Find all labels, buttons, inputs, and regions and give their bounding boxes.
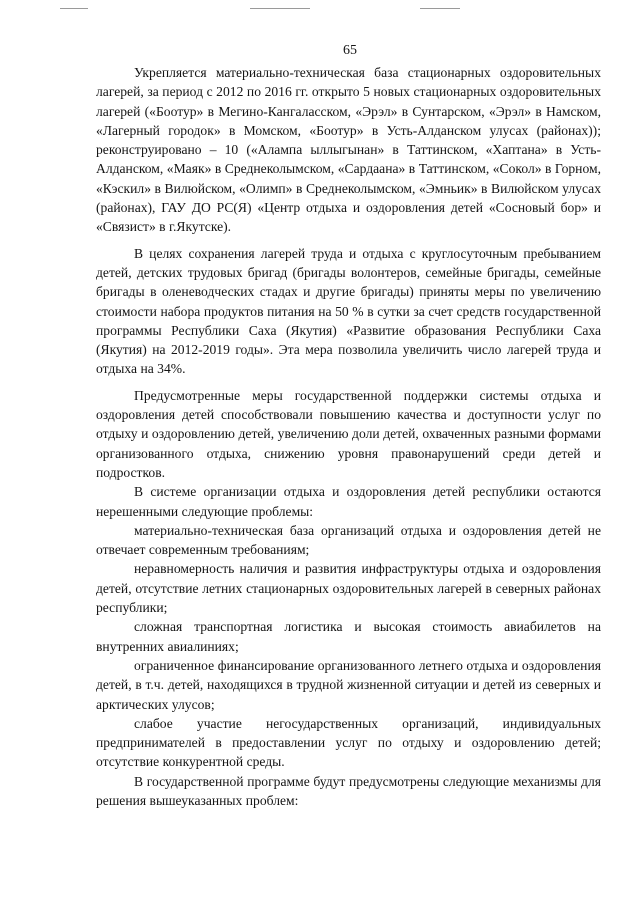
scan-edge-mark (420, 8, 460, 9)
page-number: 65 (343, 43, 357, 58)
paragraph-problems-intro: В системе организации отдыха и оздоровления детей республики остаются нерешенными следующие проблемы: (96, 484, 601, 519)
problem-item-private-participation: слабое участие негосударственных организаций, индивидуальных предпринимателей в предоставлении услуг по отдыху и оздоровлению детей; отсутствие конкурентной среды. (96, 715, 601, 770)
problem-item-infrastructure: неравномерность наличия и развития инфраструктуры отдыха и оздоровления детей, отсутствие летних стационарных оздоровительных лагерей в северных районах республики; (96, 561, 601, 616)
problem-item-material-base: материально-техническая база организаций отдыха и оздоровления детей не отвечает современным требованиям; (96, 522, 601, 558)
problem-item-financing: ограниченное финансирование организованного летнего отдыха и оздоровления детей, в т.ч. детей, находящихся в трудной жизненной ситуации и детей из северных и арктических улусов; (96, 657, 601, 712)
document-body (96, 63, 601, 810)
scan-edge-mark (60, 8, 88, 9)
paragraph-material-base: Укрепляется материально-техническая база стационарных оздоровительных лагерей, за период с 2012 по 2016 гг. открыто 5 новых стационарных оздоровительных лагерей («Боотур» в Мегино-Кангаласском, «Эрэл» в Сунтарском, «Эрэл» в Намском, «Лагерный городок» в Момском, «Боотур» в Усть-Алданском улусах (районах)); реконструировано – 10 («Алампа ыллыгынан» в Таттинском, «Хаптана» в Усть-Алданском, «Маяк» в Среднеколымском, «Сардаана» в Таттинском, «Сокол» в Горном, «Кэскил» в Вилюйском, «Олимп» в Среднеколымском, «Эмньик» в Вилюйском улусах (районах), ГАУ ДО РС(Я) «Центр отдыха и оздоровления детей «Сосновый бор» и «Связист» в г.Якутске). (96, 65, 601, 235)
paragraph-mechanisms: В государственной программе будут предусмотрены следующие механизмы для решения вышеуказанных проблем: (96, 773, 601, 808)
scan-edge-mark (250, 8, 310, 9)
problem-item-logistics: сложная транспортная логистика и высокая стоимость авиабилетов на внутренних авиалиниях; (96, 619, 601, 654)
paragraph-labor-camps: В целях сохранения лагерей труда и отдыха с круглосуточным пребыванием детей, детских трудовых бригад (бригады волонтеров, семейные бригады, семейные бригады в оленеводческих стадах и другие бригады) приняты меры по увеличению стоимости набора продуктов питания на 50 % в сутки за счет средств государственной программы Республики Саха (Якутия) «Развитие образования Республики Саха (Якутия) на 2012-2019 годы». Эта мера позволила увеличить число лагерей труда и отдыха на 34%. (96, 245, 601, 377)
paragraph-state-support: Предусмотренные меры государственной поддержки системы отдыха и оздоровления детей способствовали повышению качества и доступности услуг по отдыху и оздоровлению детей, увеличению доли детей, охваченных разными формами организованного отдыха, снижению уровня правонарушений среди детей и подростков. (96, 387, 601, 480)
